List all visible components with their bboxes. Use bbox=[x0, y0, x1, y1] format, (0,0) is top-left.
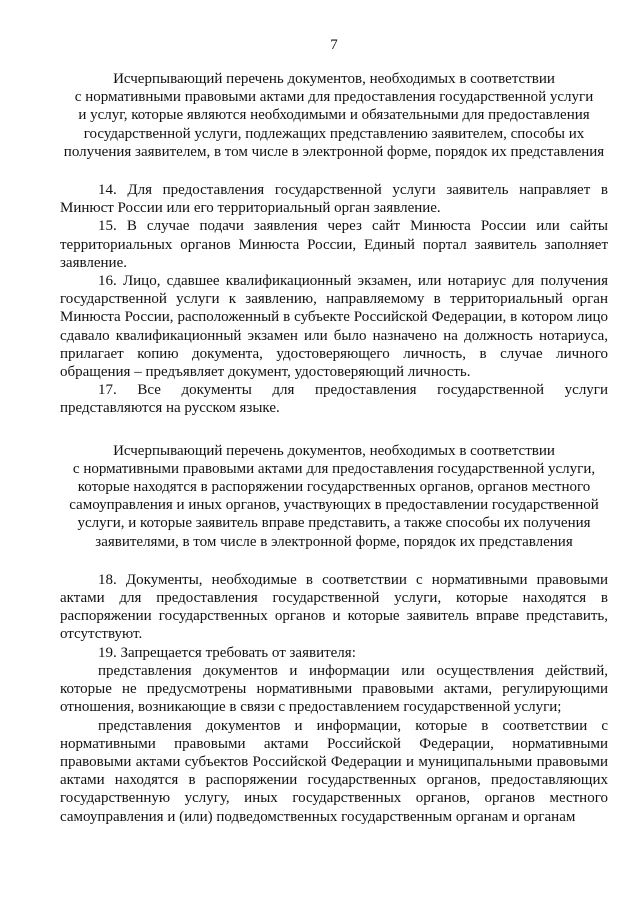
paragraph-18: 18. Документы, необходимые в соответствии с нормативными правовыми актами для предоставления государственной услуги, которые находятся в распоряжении государственных органов и которые заявитель вправе представить, отсутствуют. bbox=[60, 571, 608, 643]
paragraph-14: 14. Для предоставления государственной услуги заявитель направляет в Минюст России или его территориальный орган заявление. bbox=[60, 182, 608, 217]
heading-line: которые находятся в распоряжении государственных органов, органов местного bbox=[77, 479, 591, 496]
paragraph-15: 15. В случае подачи заявления через сайт Минюста России или сайты территориальных органов Минюста России, Единый портал заявитель заполняет заявление. bbox=[60, 218, 608, 271]
paragraph-16: 16. Лицо, сдавшее квалификационный экзамен, или нотариус для получения государственной услуги к заявлению, направляемому в территориальный орган Минюста России, расположенный в субъекте Российской Федерации, в котором лицо сдавало квалификационный экзамен или было назначено на должность нотариуса, прилагает копию документа, удостоверяющего личность, в случае личного обращения – предъявляет документ, удостоверяющий личность. bbox=[60, 273, 608, 381]
paragraph-17: 17. Все документы для предоставления государственной услуги представляются на русском языке. bbox=[60, 382, 608, 417]
heading-line: Исчерпывающий перечень документов, необходимых в соответствии bbox=[113, 71, 555, 87]
page-number: 7 bbox=[330, 37, 338, 53]
heading-line: с нормативными правовыми актами для предоставления государственной услуги, bbox=[72, 460, 596, 477]
section-heading-documents-required bbox=[60, 70, 608, 161]
section-heading-documents-optional bbox=[60, 442, 608, 551]
heading-line: получения заявителем, в том числе в электронной форме, порядок их представления bbox=[63, 143, 605, 160]
heading-line: самоуправления и иных органов, участвующих в предоставлении государственной bbox=[69, 497, 599, 514]
heading-line: заявителями, в том числе в электронной форме, порядок их представления bbox=[95, 533, 573, 550]
paragraph-19-item-1: представления документов и информации или осуществления действий, которые не предусмотрены нормативными правовыми актами, регулирующими отношения, возникающие в связи с предоставлением государственной услуги; bbox=[60, 662, 608, 716]
heading-line: государственной услуги, подлежащих представлению заявителем, способы их bbox=[83, 125, 585, 142]
heading-line: услуги, и которые заявитель вправе представить, а также способы их получения bbox=[77, 515, 591, 532]
heading-line: Исчерпывающий перечень документов, необходимых в соответствии bbox=[113, 442, 555, 459]
heading-line: и услуг, которые являются необходимыми и обязательными для предоставления bbox=[78, 107, 590, 124]
heading-line: с нормативными правовыми актами для предоставления государственной услуги bbox=[74, 89, 594, 106]
paragraph-19-item-2: представления документов и информации, которые в соответствии с нормативными правовыми актами Российской Федерации, нормативными правовыми актами субъектов Российской Федерации и муниципальными правовыми актами находятся в распоряжении государственных органов, предоставляющих государственную услугу, иных государственных органов, органов местного самоуправления и (или) подведомственных государственным органам и органам bbox=[60, 717, 608, 825]
paragraph-19: 19. Запрещается требовать от заявителя: bbox=[98, 644, 356, 661]
